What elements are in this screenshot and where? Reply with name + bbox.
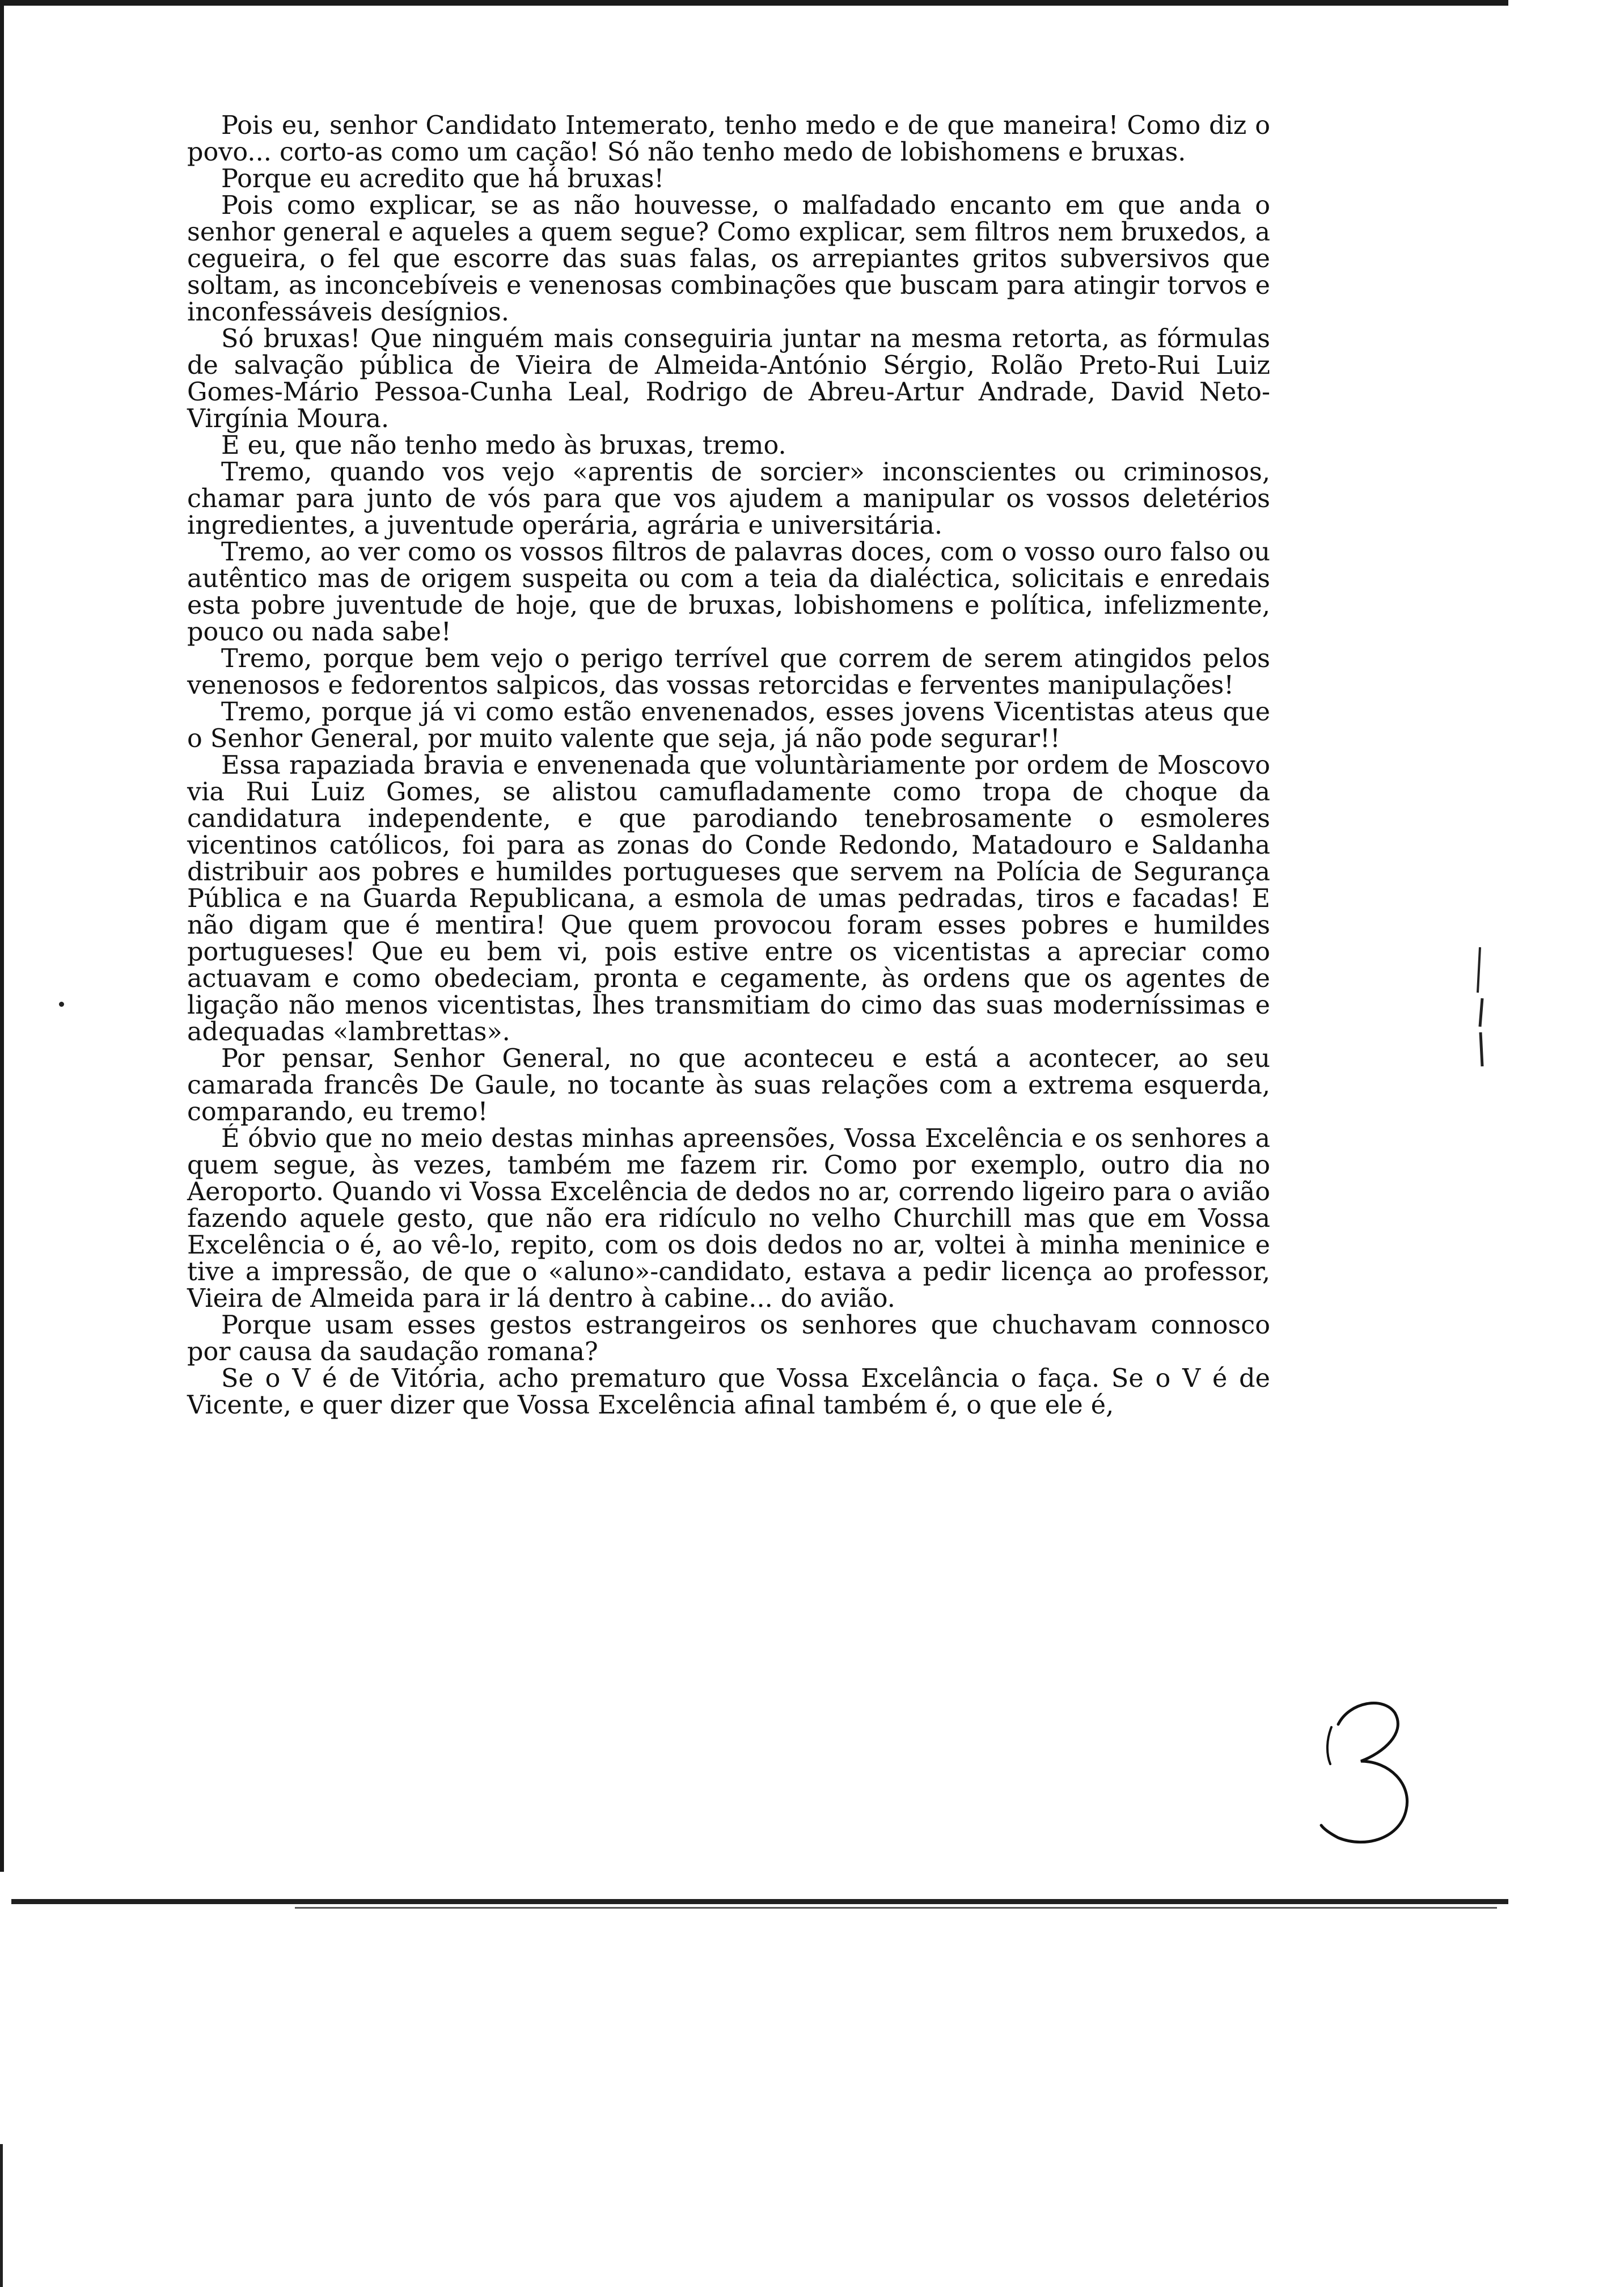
paragraph-13: Porque usam esses gestos estrangeiros os senhores que chuchavam connosco por causa da saudação romana? [187, 1311, 1270, 1366]
paragraph-10: Essa rapaziada bravia e envenenada que voluntàriamente por ordem de Moscovo via Rui Luiz Gomes, se alistou camufladamente como tropa de choque da candidatura independente, e que parodiando tenebrosamente o esmoleres vicentinos católicos, foi para as zonas do Conde Redondo, Matadouro e Saldanha distribuir aos pobres e humildes portugueses que servem na Polícia de Segurança Pública e na Guarda Republicana, a esmola de umas pedradas, tiros e facadas! E não digam que é mentira! Que quem provocou foram esses pobres e humildes portugueses! Que eu bem vi, pois estive entre os vicentistas a apreciar como actuavam e como obedeciam, pronta e cegamente, às ordens que os agentes de ligação não menos vicentistas, lhes transmitiam do cimo das suas moderníssimas e adequadas «lambrettas». [187, 751, 1270, 1047]
bottom-rule-thin [295, 1907, 1497, 1909]
paragraph-1: Pois eu, senhor Candidato Intemerato, tenho medo e de que maneira! Como diz o povo... corto-as como um cação! Só não tenho medo de lobishomens e bruxas. [187, 111, 1270, 167]
scan-edge-top [0, 0, 1508, 6]
scan-edge-left-lower [0, 2144, 3, 2287]
margin-tick-marks [1463, 942, 1497, 1078]
paragraph-11: Por pensar, Senhor General, no que aconteceu e está a acontecer, ao seu camarada francês De Gaule, no tocante às suas relações com a extrema esquerda, comparando, eu tremo! [187, 1044, 1270, 1126]
margin-dot [59, 1002, 64, 1007]
paragraph-7: Tremo, ao ver como os vossos filtros de palavras doces, com o vosso ouro falso ou autêntico mas de origem suspeita ou com a teia da dialéctica, solicitais e enredais esta pobre juventude de hoje, que de bruxas, lobishomens e política, infelizmente, pouco ou nada sabe! [187, 538, 1270, 647]
paragraph-12: É óbvio que no meio destas minhas apreensões, Vossa Excelência e os senhores a quem segue, às vezes, também me fazem rir. Como por exemplo, outro dia no Aeroporto. Quando vi Vossa Excelência de dedos no ar, correndo ligeiro para o avião fazendo aquele gesto, que não era ridículo no velho Churchill mas que em Vossa Excelência o é, ao vê-lo, repito, com os dois dedos no ar, voltei à minha meninice e tive a impressão, de que o «aluno»-candidato, estava a pedir licença ao professor, Vieira de Almeida para ir lá dentro à cabine... do avião. [187, 1124, 1271, 1313]
paragraph-9: Tremo, porque já vi como estão envenenados, esses jovens Vicentistas ateus que o Senhor General, por muito valente que seja, já não pode segurar!! [187, 698, 1270, 753]
paragraph-2: Porque eu acredito que há bruxas! [221, 164, 665, 193]
paragraph-6: Tremo, quando vos vejo «aprentis de sorcier» inconscientes ou criminosos, chamar para junto de vós para que vos ajudem a manipular os vossos deletérios ingredientes, a juventude operária, agrária e universitária. [187, 458, 1270, 540]
paragraph-14: Se o V é de Vitória, acho prematuro que Vossa Excelância o faça. Se o V é de Vicente, e quer dizer que Vossa Excelência afinal também é, o que ele é, [187, 1364, 1270, 1420]
paragraph-5: E eu, que não tenho medo às bruxas, tremo. [221, 431, 786, 460]
paragraph-4: Só bruxas! Que ninguém mais conseguiria juntar na mesma retorta, as fórmulas de salvação pública de Vieira de Almeida-António Sérgio, Rolão Preto-Rui Luiz Gomes-Mário Pessoa-Cunha Leal, Rodrigo de Abreu-Artur Andrade, David Neto-Virgínia Moura. [187, 324, 1270, 433]
paragraph-8: Tremo, porque bem vejo o perigo terrível que correm de serem atingidos pelos venenosos e fedorentos salpicos, das vossas retorcidas e ferventes manipulações! [187, 644, 1270, 700]
scan-edge-left [0, 0, 4, 1872]
paragraph-3: Pois como explicar, se as não houvesse, o malfadado encanto em que anda o senhor general e aqueles a quem segue? Como explicar, sem filtros nem bruxedos, a cegueira, o fel que escorre das suas falas, os arrepiantes gritos subversivos que soltam, as inconcebíveis e venenosas combinações que buscam para atingir torvos e inconfessáveis desígnios. [187, 191, 1270, 327]
document-body [187, 112, 1270, 1419]
bottom-rule [11, 1899, 1508, 1904]
handwritten-page-number [1316, 1690, 1418, 1860]
